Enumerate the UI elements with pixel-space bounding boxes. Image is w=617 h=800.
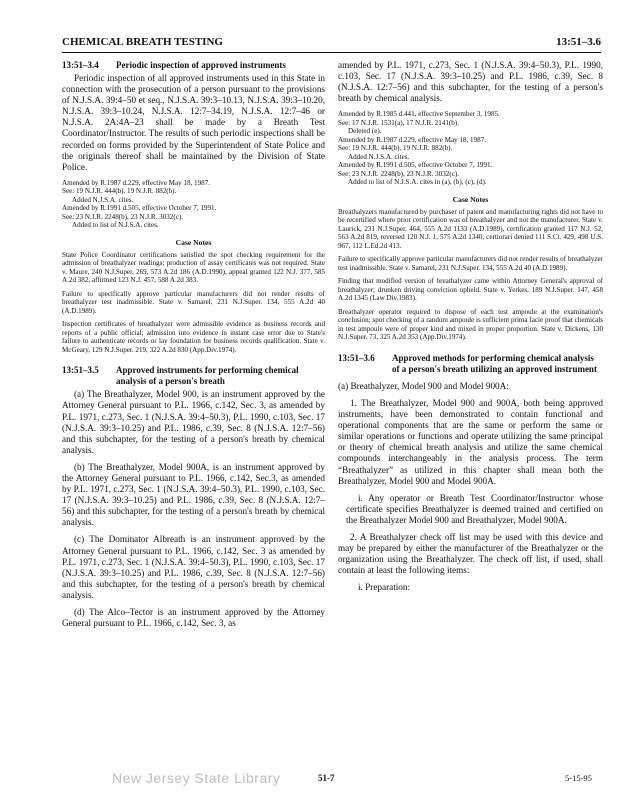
case-note: Finding that modified version of breathalyzer came within Attorney General's approval of breathalyzer; drunken driving conviction upheld. State v. Yerkes, 189 N.J.Super. 147, 458 A.2d 1345 (Law Div.1983). — [338, 277, 603, 303]
paragraph-d: (d) The Alco–Tector is an instrument approved by the Attorney General pursuant to P.L. 1966, c.142, Sec. 3, as — [62, 607, 325, 629]
history-line: See: 19 N.J.R. 444(b), 19 N.J.R. 882(b). — [62, 187, 177, 196]
section-heading-3-5 — [62, 365, 325, 387]
case-note: Failure to specifically approve particular manufacturers did not render results of breathalyzer test inadmissible. State v. Samarel, 231 N.J.Super. 134, 555 A.2d 40 (A.D.1989). — [338, 255, 603, 272]
revision-date: 5-15-95 — [565, 773, 592, 783]
section-title: Approved instruments for performing chemical analysis of a person's breath — [116, 365, 299, 387]
history-line: Added to list of N.J.S.A. cites in (a), (b), (c), (d). — [348, 178, 487, 187]
paragraph-d-continued: amended by P.L. 1971, c.273, Sec. 1 (N.J.S.A. 39:4–50.3), P.L. 1990, c.103, Sec. 17 (N.J.S.A. 39:3–10.25) and P.L. 1986, c.39, Sec. 8 (N.J.S.A. 12:7–56) and this subchapter, for the testing of a person's breath by chemical analysis. — [338, 60, 603, 104]
case-notes-heading: Case Notes — [175, 237, 212, 247]
case-note: Breathalyzers manufactured by purchaser of patent and manufacturing rights did not have to be recertified where prior certification was of breathalyzer and not the manufacturer. State v. Laurick, 231 N.J.Super. 464, 555 A.2d 1133 (A.D.1989), certification granted 117 N.J. 52, 563 A.2d 819, reversed 120 N.J. 1, 575 A.2d 1340, certiorari denied 111 S.Ct. 429, 498 U.S. 967, 112 L.Ed.2d 413. — [338, 207, 603, 250]
history-line: Added N.J.S.A. cites. — [348, 152, 410, 161]
section-number: 13:51–3.5 — [62, 365, 99, 376]
item-2: 2. A Breathalyzer check off list may be used with this device and may be prepared by either the manufacturer of the Breathalyzer or the organization using the Breathalyzer. The check off list, if used, shall contain at least the following items: — [338, 532, 603, 576]
case-note: State Police Coordinator certifications satisfied the spot checking requirement for the admission of breathalyzer readings; production of assay certificates was not required. State v. Maure, 240 N.J.Super. 269, 573 A.2d 186 (A.D.1990), appeal granted 122 N.J. 377, 585 A.2d 382, affirmed 123 N.J. 457, 588 A.2d 383. — [62, 250, 325, 285]
history-notes — [62, 179, 325, 230]
left-column — [62, 60, 325, 635]
subsection-a-heading: (a) Breathalyzer, Model 900 and Model 900A: — [338, 380, 509, 391]
history-line: See: 23 N.J.R. 2248(b), 23 N.J.R. 3032(c). — [62, 212, 183, 221]
history-line: Amended by R.1991 d.505, effective October 7, 1991. — [338, 161, 493, 170]
history-line: See: 23 N.J.R. 2248(b), 23 N.J.R. 3032(c). — [338, 169, 459, 178]
section-body: Periodic inspection of all approved instruments used in this State in connection with the prosecution of a person pursuant to the provisions of N.J.S.A. 39:4–50 et seq., N.J.S.A. 39:3–10.13, N.J.S.A. 39:3–10.20, N.J.S.A. 39:3–10.24, N.J.S.A. 12:7–34.19, N.J.S.A. 12:7–46 or N.J.S.A. 2A:4A–23 shall be made by a Breath Test Coordinator/Instructor. The results of such periodic inspections shall be recorded on forms provided by the Superintendent of State Police and the originals thereof shall be maintained by the Division of State Police. — [62, 73, 325, 172]
history-line: Amended by R.1987 d.229, effective May 18, 1987. — [62, 178, 211, 187]
header-title: CHEMICAL BREATH TESTING — [62, 36, 223, 48]
running-header — [62, 36, 601, 53]
case-note: Failure to specifically approve particular manufacturers did not render results of breathalyzer test inadmissible. State v. Samarel, 231 N.J.Super. 134, 555 A.2d 40 (A.D.1989). — [62, 289, 325, 315]
item-1: 1. The Breathalyzer, Model 900 and 900A, both being approved instruments, have been demonstrated to contain functional and operational components that are the same or perform the same or similar operations or functions and operate utilizing the same principal or theory of chemical breath analysis and utilize the same chemical compounds interchangeably in the analysis process. The term “Breathalyzer” as utilized in this chapter shall mean both the Breathalyzer, Model 900 and Model 900A. — [338, 397, 603, 486]
history-line: See: 19 N.J.R. 444(b), 19 N.J.R. 882(b). — [338, 144, 453, 153]
case-note: Breathalyzer operator required to dispose of each test ampoule at the examination's conclusion; spot checking of a random ampoule is sufficient prima facie proof that chemicals in test ampoule were of proper kind and mixed in proper proportion. State v. Dickens, 130 N.J.Super. 73, 325 A.2d 353 (App.Div.1974). — [338, 307, 603, 342]
section-number: 13:51–3.6 — [338, 352, 375, 363]
case-note: Inspection certificates of breathalyzer were admissible evidence as business records and reports of a public official; admission into evidence in instant case error due to State's failure to authenticate records or lay foundation for business records qualification. State v. McGeary, 129 N.J.Super. 219, 322 A.2d 830 (App.Div.1974). — [62, 320, 325, 354]
section-heading-3-6 — [338, 353, 603, 375]
header-section: 13:51–3.6 — [556, 36, 601, 48]
paragraph-c: (c) The Dominator Albreath is an instrument approved by the Attorney General pursuant to P.L. 1966, c.142, Sec. 3 as amended by P.L. 1971, c.273, Sec. 1 (N.J.S.A. 39:4–50.3), P.L. 1990, c.103, Sec. 17 (N.J.S.A. 39:3–10.25) and P.L. 1986, c.39, Sec. 8 (N.J.S.A. 12:7–56) and this subchapter, for the testing of a person's breath by chemical analysis. — [62, 534, 325, 600]
right-column — [338, 60, 603, 599]
paragraph-b: (b) The Breathalyzer, Model 900A, is an instrument approved by the Attorney General pursuant to P.L. 1966, c.142, Sec.3, as amended by P.L. 1971, c.273, Sec. 1 (N.J.S.A. 39:4–50.3), P.L. 1990, c.103, Sec. 17 (N.J.S.A. 39:3–10.25) and P.L. 1986, c.39, Sec. 8 (N.J.S.A. 12:7–56) and this subchapter, for the testing of a person's breath by chemical analysis. — [62, 461, 325, 528]
section-title: Approved methods for performing chemical analysis of a person's breath utilizing an approved instrument — [392, 352, 597, 374]
item-1-i: i. Any operator or Breath Test Coordinator/Instructor whose certificate specifies Breathalyzer is deemed trained and certified on the Breathalyzer Model 900 and Breathalyzer, Model 900A. — [346, 492, 603, 525]
item-2-i: i. Preparation: — [358, 582, 411, 593]
history-notes — [338, 110, 603, 187]
page-number: 51-7 — [318, 773, 335, 783]
library-watermark: New Jersey State Library — [112, 770, 281, 786]
section-title: Periodic inspection of approved instruments — [116, 60, 286, 70]
history-line: Added to list of N.J.S.A. cites. — [72, 221, 159, 230]
section-number: 13:51–3.4 — [62, 60, 99, 70]
history-line: Amended by R.1987 d.229, effective May 18, 1987. — [338, 135, 487, 144]
paragraph-a: (a) The Breathalyzer, Model 900, is an instrument approved by the Attorney General pursuant to P.L. 1966, c.142, Sec. 3, as amended by P.L. 1971, c.273, Sec. 1 (N.J.S.A. 39:4–50.3), P.L. 1990, c.103, Sec. 17 (N.J.S.A. 39:3–10.25) and P.L. 1986, c.39, Sec. 8 (N.J.S.A. 12:7–56) and this subchapter, for the testing of a person's breath by chemical analysis. — [62, 389, 325, 455]
history-line: See: 17 N.J.R. 1531(a), 17 N.J.R. 2141(b). — [338, 118, 459, 127]
history-line: Amended by R.1991 d.505, effective October 7, 1991. — [62, 204, 217, 213]
history-line: Added N.J.S.A. cites. — [72, 195, 134, 204]
history-line: Deleted (e). — [348, 127, 382, 136]
history-line: Amended by R.1985 d.441, effective September 3, 1985. — [338, 110, 500, 119]
section-heading-3-4 — [62, 60, 325, 71]
case-notes-heading: Case Notes — [452, 194, 489, 204]
